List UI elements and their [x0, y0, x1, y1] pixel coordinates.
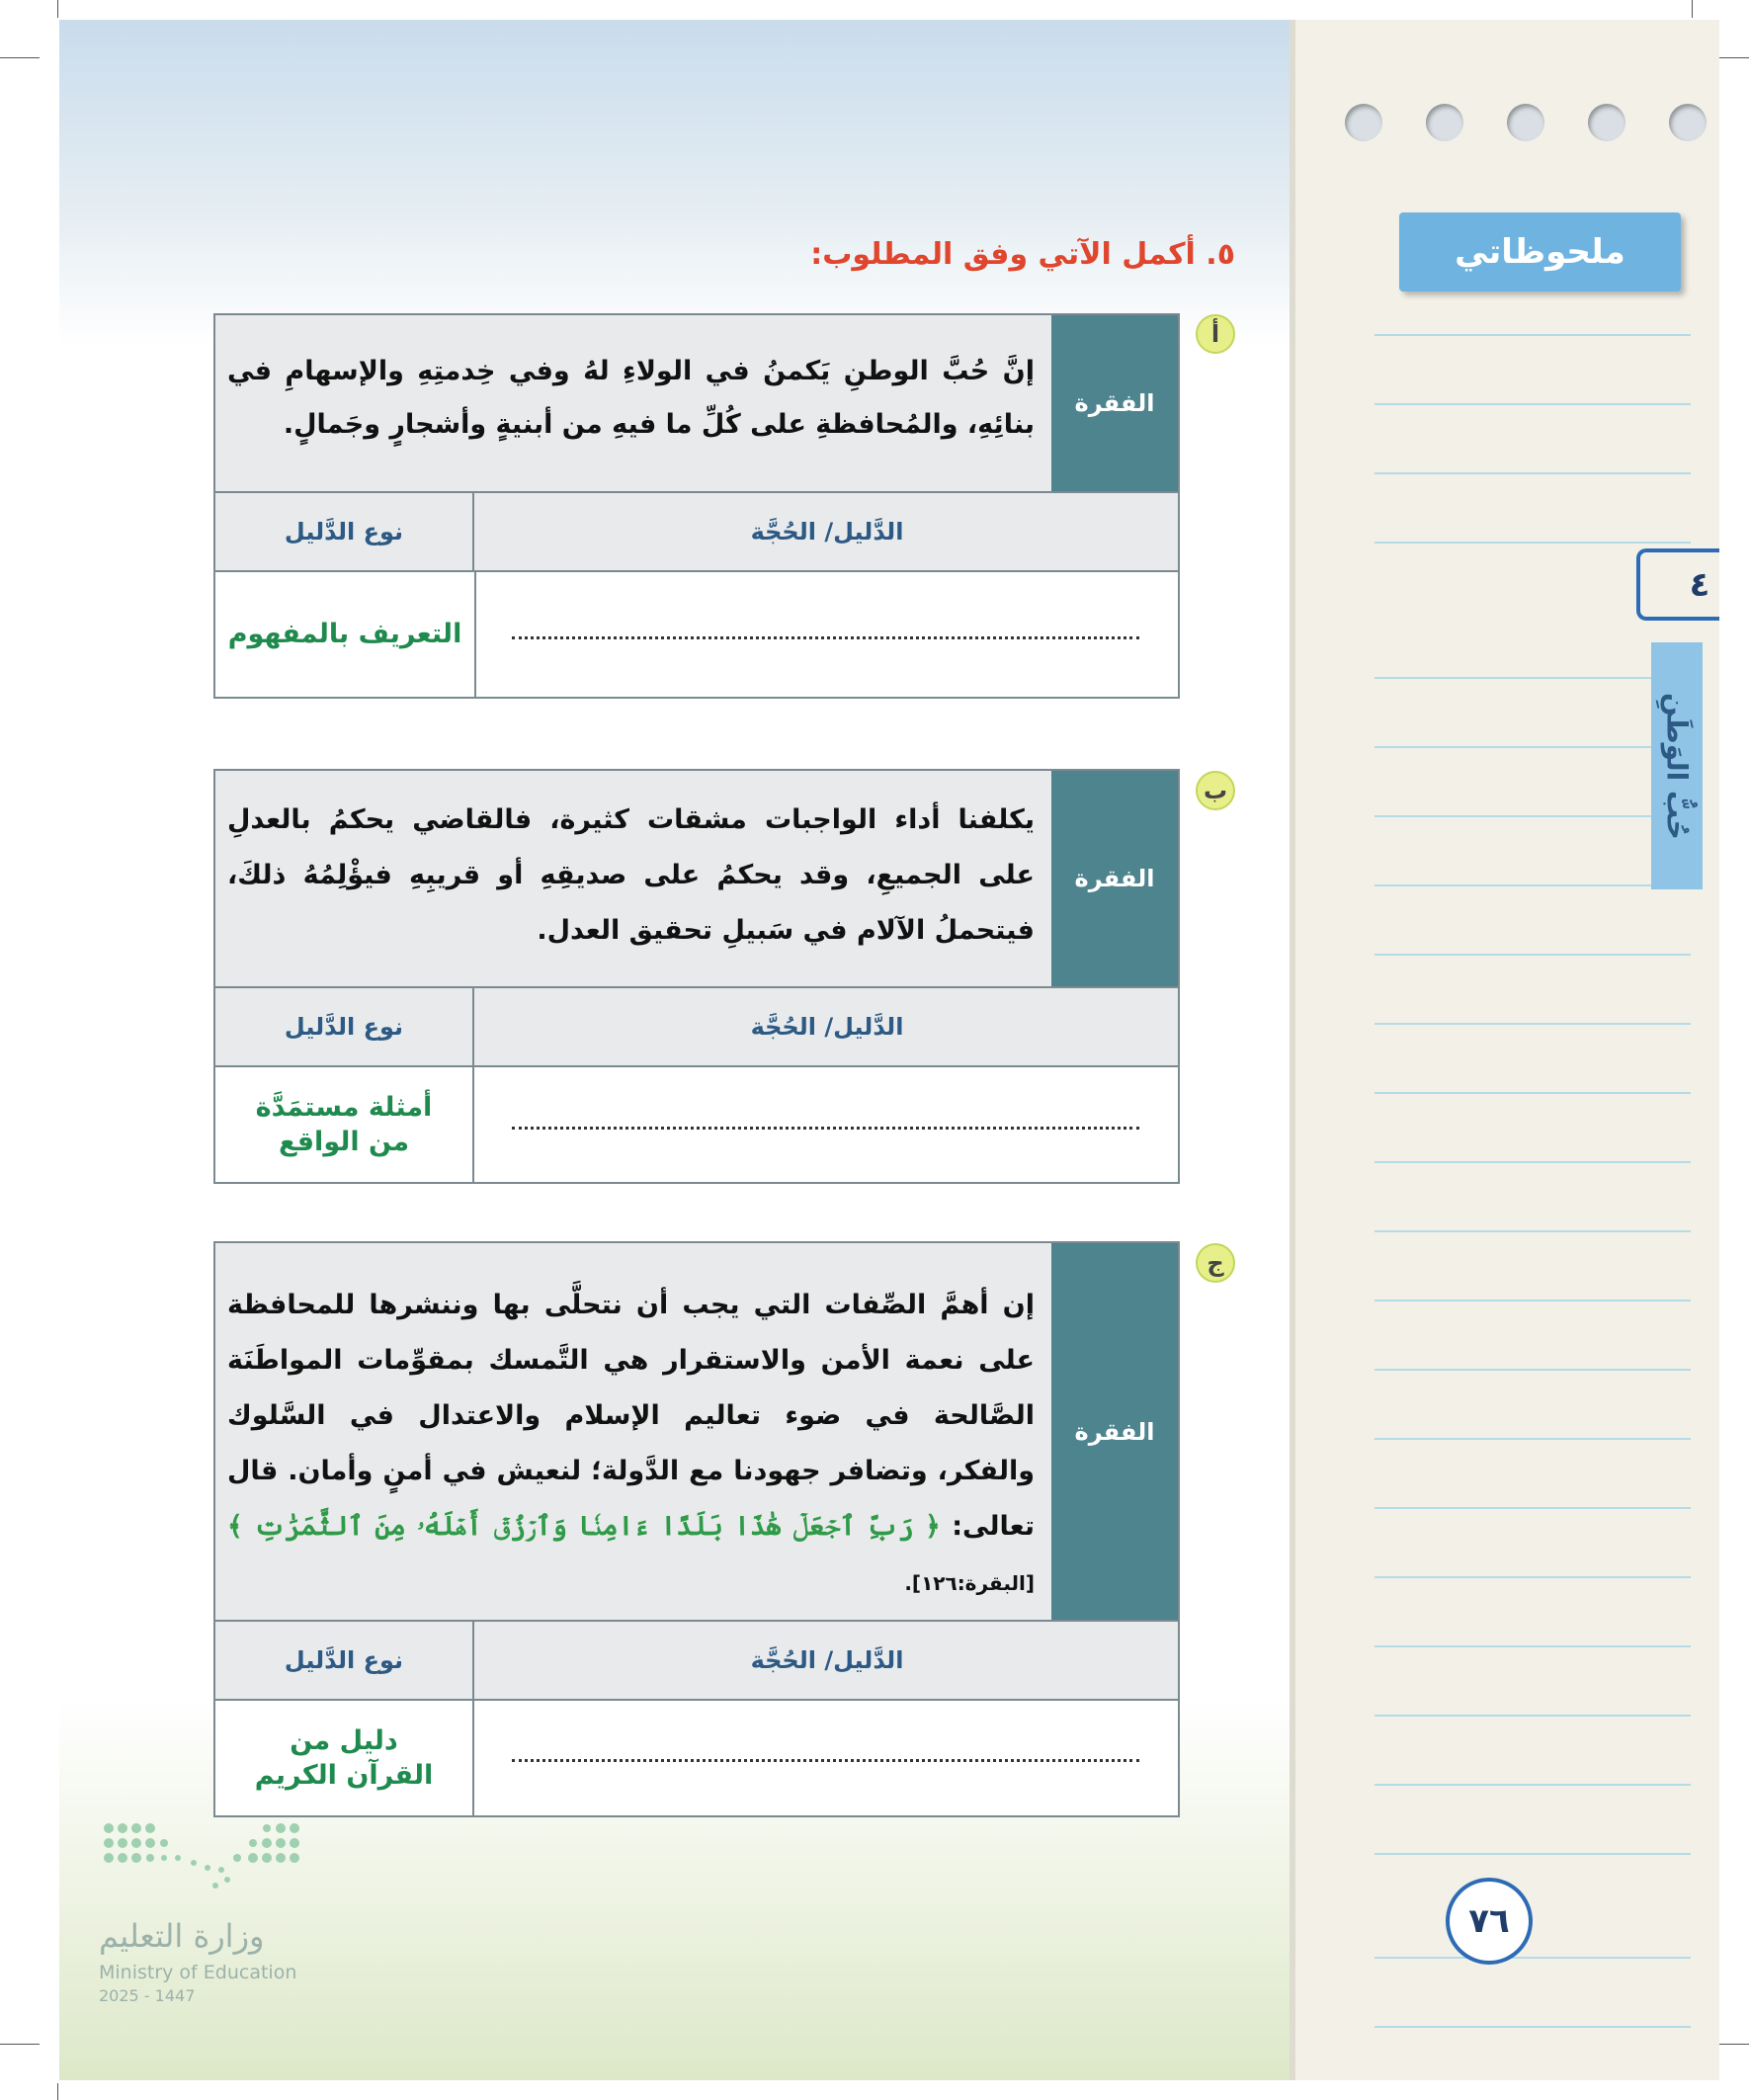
binder-hole: [1426, 104, 1463, 141]
paragraph-text: [227, 1278, 1035, 1611]
logo-arabic-text: وزارة التعليم: [99, 1917, 265, 1955]
crop-mark: [0, 57, 40, 58]
proof-type-header: نوع الدَّليل: [215, 988, 474, 1065]
paragraph-label: الفقرة: [1051, 771, 1178, 986]
logo-english-text: Ministry of Education: [99, 1962, 297, 1983]
quran-verse: ﴿ رَبِّ ٱجۡعَلۡ هَٰذَا بَلَدًا ءَامِنٗا وَٱرۡزُقۡ أَهۡلَهُۥ مِنَ ٱلثَّمَرَٰتِ ﴾: [227, 1511, 941, 1542]
answer-blank[interactable]: [512, 636, 1139, 639]
note-line: [1374, 1715, 1691, 1717]
paragraph-label: الفقرة: [1051, 1243, 1178, 1620]
item-letter: أ: [1196, 314, 1235, 354]
crop-mark: [57, 0, 58, 18]
note-line: [1374, 1576, 1691, 1578]
note-line: [1374, 954, 1691, 956]
proof-header: الدَّليل/ الحُجَّة: [750, 518, 904, 546]
item-letter: ج: [1196, 1243, 1235, 1283]
note-line: [1374, 1784, 1691, 1786]
item-block: [213, 313, 1180, 699]
note-line: [1374, 815, 1691, 817]
item-block: [213, 1241, 1180, 1817]
proof-type-value: دليل من القرآن الكريم: [215, 1699, 474, 1817]
verse-reference: [البقرة:١٢٦].: [904, 1571, 1035, 1595]
notes-column: [1290, 20, 1719, 2080]
binder-hole: [1345, 104, 1382, 141]
answer-blank[interactable]: [512, 1759, 1139, 1762]
note-line: [1374, 542, 1691, 544]
paragraph-row: [215, 1243, 1178, 1620]
crop-mark: [57, 2083, 58, 2100]
note-line: [1374, 1161, 1691, 1163]
paragraph-text: يكلفنا أداء الواجبات مشقات كثيرة، فالقاضي يحكمُ بالعدلِ على الجميعِ، وقد يحكمُ على صديقِهِ أو قريبِهِ فيؤْلِمُهُ ذلكَ، فيتحملُ الآلام في سَبيلِ تحقيق العدل.: [227, 804, 1035, 946]
crop-mark: [1692, 0, 1693, 18]
proof-header: الدَّليل/ الحُجَّة: [750, 1013, 904, 1041]
question-title: ٥. أكمل الآتي وفق المطلوب:: [810, 237, 1235, 272]
note-line: [1374, 1645, 1691, 1647]
paragraph-row: [215, 315, 1178, 491]
note-line: [1374, 746, 1691, 748]
note-line: [1374, 1092, 1691, 1094]
note-line: [1374, 677, 1691, 679]
paragraph-label: الفقرة: [1051, 315, 1178, 491]
note-line: [1374, 1369, 1691, 1371]
textbook-page: [59, 20, 1719, 2080]
note-line: [1374, 1023, 1691, 1025]
item-block: [213, 769, 1180, 1184]
proof-type-header: نوع الدَّليل: [215, 493, 474, 570]
answer-blank[interactable]: [512, 1127, 1139, 1130]
unit-title: حُبُّ الوَطَنِ: [1651, 642, 1703, 889]
paragraph-text: إنَّ حُبَّ الوطنِ يَكمنُ في الولاءِ لهُ وفي خِدمتِهِ والإسهامِ في بنائِهِ، والمُحافظةِ على كُلِّ ما فيهِ من أبنيةٍ وأشجارٍ وجَمالٍ.: [227, 356, 1035, 440]
table-header-row: [215, 1620, 1178, 1701]
note-line: [1374, 472, 1691, 474]
notes-tab-label: ملحوظاتي: [1399, 212, 1681, 292]
proof-type-header: نوع الدَّليل: [215, 1622, 474, 1699]
logo-year-text: 2025 - 1447: [99, 1986, 196, 2005]
paragraph-row: [215, 771, 1178, 986]
table-header-row: [215, 491, 1178, 572]
note-line: [1374, 1507, 1691, 1509]
page-number: ٧٦: [1446, 1878, 1533, 1965]
unit-number: ٤: [1636, 548, 1719, 621]
binder-hole: [1507, 104, 1544, 141]
binder-hole: [1669, 104, 1707, 141]
binder-hole: [1588, 104, 1625, 141]
note-line: [1374, 334, 1691, 336]
proof-header: الدَّليل/ الحُجَّة: [750, 1646, 904, 1674]
note-line: [1374, 1438, 1691, 1440]
note-line: [1374, 1853, 1691, 1855]
note-line: [1374, 403, 1691, 405]
crop-mark: [0, 2044, 40, 2045]
proof-type-value: أمثلة مستمَدَّة من الواقع: [215, 1065, 474, 1184]
note-line: [1374, 1300, 1691, 1302]
note-line: [1374, 1957, 1691, 1959]
note-line: [1374, 1230, 1691, 1232]
paragraph-body: إن أهمَّ الصِّفات التي يجب أن نتحلَّى بها وننشرها للمحافظة على نعمة الأمن والاستقرار هي التَّمسك بمقوِّمات المواطَنَة الصَّالحة في ضوء تعاليم الإسلام والاعتدال في السَّلوك والفكر، وتضافر جهودنا مع الدَّولة؛ لنعيش في أمنٍ وأمان. قال تعالى:: [227, 1290, 1035, 1542]
note-line: [1374, 884, 1691, 886]
logo-dots-icon: [99, 1818, 316, 1907]
table-header-row: [215, 986, 1178, 1067]
item-letter: ب: [1196, 771, 1235, 810]
note-line: [1374, 2026, 1691, 2028]
proof-type-value: التعريف بالمفهوم: [215, 570, 476, 699]
